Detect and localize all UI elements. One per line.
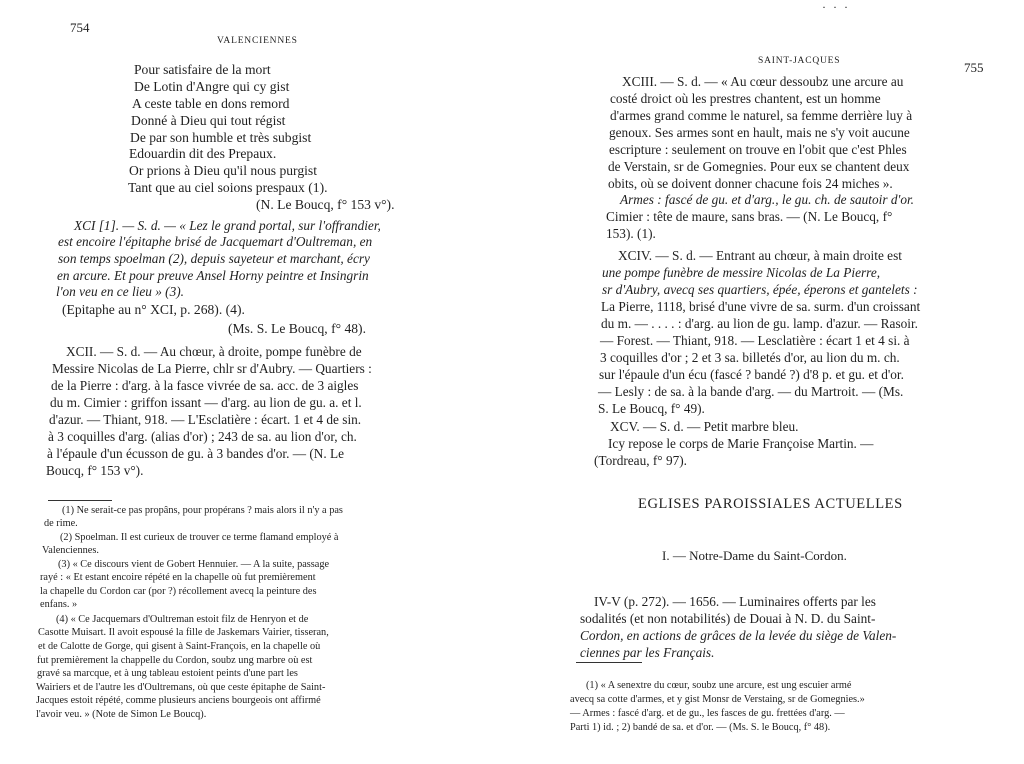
footnote-line: Parti 1) id. ; 2) bandé de sa. et d'or. — (Ms. S. le Boucq, f° 48). [570,722,831,733]
entry-line: — Lesly : de sa. à la bande d'arg. — du Martroit. — (Ms. [598,384,904,399]
entry-line: d'azur. — Thiant, 918. — L'Esclatière : écart. 1 et 4 de sin. [49,412,362,427]
poem-line: Edouardin dit des Prepaux. [129,146,277,161]
footnote-line: la chapelle du Cordon car (por ?) récollement avecq la peinture des [40,586,317,597]
entry-line: XCI [1]. — S. d. — « Lez le grand portal, sur l'offrandier, [74,218,381,233]
entry-line: à 3 coquilles d'arg. (alias d'or) ; 243 de sa. au lion d'or, ch. [48,429,357,444]
entry-line: Cordon, en actions de grâces de la levée du siège de Valen- [580,628,897,643]
entry-line: 153). (1). [606,226,656,241]
entry-line: est encoire l'épitaphe brisé de Jacquemart d'Oultreman, en [58,234,373,249]
entry-line: obits, où se doivent donner chacune fois 24 miches ». [608,176,893,191]
entry-line: de la Pierre : d'arg. à la fasce vivrée de sa. acc. de 3 aigles [51,378,359,393]
entry-line: en arcure. Et pour preuve Ansel Horny peintre et Insingrin [57,268,369,283]
right-running-head: SAINT-JACQUES [758,56,841,66]
footnote-line: Wairiers et de l'autre les d'Oultremans, où que ceste épitaphe de Saint- [36,682,326,693]
footnote-line: Casotte Muisart. Il avoit espousé la fille de Jaskemars Vairier, tisseran, [38,627,329,638]
entry-line: d'armes grand comme le naturel, sa femme derrière luy à [610,108,913,123]
poem-line: Pour satisfaire de la mort [134,62,271,77]
entry-line: costé droict où les prestres chantent, est un homme [610,91,881,106]
entry-line: à l'épaule d'un écusson de gu. à 3 bandes d'or. — (N. Le [47,446,345,461]
poem-line: Or prions à Dieu qu'il nous purgist [129,163,317,178]
poem-line: A ceste table en dons remord [132,96,290,111]
footnote-line: Jacques estoit répété, comme plusieurs anciens bourgeois ont affirmé [36,695,321,706]
subsection-title: I. — Notre-Dame du Saint-Cordon. [662,548,847,563]
footnote-line: gravé sa marcque, et à ung tableau estoient peints d'une part les [37,668,298,679]
footnote-line: de rime. [44,518,78,529]
entry-line: du m. — . . . . : d'arg. au lion de gu. lamp. d'azur. — Rasoir. [601,316,918,331]
entry-line: une pompe funèbre de messire Nicolas de La Pierre, [602,265,881,280]
entry-line: XCII. — S. d. — Au chœur, à droite, pompe funèbre de [66,344,362,359]
poem-line: Tant que au ciel soions prespaux (1). [128,180,328,195]
entry-line: de Verstain, sr de Gomegnies. Pour eux se chantent deux [608,159,910,174]
footnote-line: — Armes : fascé d'arg. et de gu., les fasces de gu. frettées d'arg. — [570,708,845,719]
poem-line: Donné à Dieu qui tout régist [131,113,286,128]
entry-ref: (Epitaphe au n° XCI, p. 268). (4). [62,302,245,317]
footnote-line: Valenciennes. [42,545,99,556]
entry-source: (Ms. S. Le Boucq, f° 48). [228,321,366,336]
scan-specks: · · · [822,0,850,14]
footnote-line: (3) « Ce discours vient de Gobert Hennuier. — A la suite, passage [58,559,330,570]
entry-line: Icy repose le corps de Marie Françoise Martin. — [608,436,874,451]
entry-line: S. Le Boucq, f° 49). [598,401,705,416]
entry-line: XCIV. — S. d. — Entrant au chœur, à main droite est [618,248,902,263]
entry-line: Armes : fascé de gu. et d'arg., le gu. ch. de sautoir d'or. [620,192,914,207]
poem-line: De Lotin d'Angre qui cy gist [134,79,290,94]
entry-line: IV-V (p. 272). — 1656. — Luminaires offerts par les [594,594,876,609]
section-title: EGLISES PAROISSIALES ACTUELLES [638,496,903,512]
left-running-head: VALENCIENNES [217,36,298,46]
footnote-line: (4) « Ce Jacquemars d'Oultreman estoit filz de Henryon et de [56,614,309,625]
footnote-line: enfans. » [40,599,78,610]
footnote-line: l'avoir veu. » (Note de Simon Le Boucq). [36,709,207,720]
entry-line: sr d'Aubry, avecq ses quartiers, épée, éperons et gantelets : [602,282,918,297]
entry-line: XCV. — S. d. — Petit marbre bleu. [610,419,799,434]
entry-line: XCIII. — S. d. — « Au cœur dessoubz une arcure au [622,74,904,89]
left-page-number: 754 [70,20,90,35]
entry-line: Boucq, f° 153 v°). [46,463,144,478]
entry-line: escripture : seulement on trouve en l'obit que c'est Phles [609,142,907,157]
footnote-rule [576,662,642,663]
entry-line: 3 coquilles d'or ; 2 et 3 sa. billetés d'or, au lion du m. ch. [600,350,900,365]
footnote-line: (1) « A senextre du cœur, soubz une arcure, est ung escuier armé [586,680,852,691]
footnote-line: avecq sa cotte d'armes, et y gist Monsr de Verstaing, sr de Gomegnies.» [570,694,865,705]
poem-line: De par son humble et très subgist [130,130,312,145]
entry-line: sodalités (et non notabilités) de Douai à N. D. du Saint- [580,611,876,626]
entry-line: genoux. Ses armes sont en hault, mais ne s'y voit aucune [609,125,910,140]
right-page-number: 755 [964,60,984,75]
entry-line: Cimier : tête de maure, sans bras. — (N. Le Boucq, f° [606,209,893,224]
entry-line: ciennes par les Français. [580,645,715,660]
right-page [512,0,1024,764]
footnote-rule [48,500,112,501]
footnote-line: (2) Spoelman. Il est curieux de trouver ce terme flamand employé à [60,532,339,543]
footnote-line: (1) Ne serait-ce pas propâns, pour propérans ? mais alors il n'y a pas [62,505,343,516]
entry-line: du m. Cimier : griffon issant — d'arg. au lion de gu. a. et l. [50,395,362,410]
entry-line: Messire Nicolas de La Pierre, chlr sr d'Aubry. — Quartiers : [52,361,372,376]
entry-line: l'on veu en ce lieu » (3). [56,284,185,299]
entry-line: (Tordreau, f° 97). [594,453,687,468]
entry-line: — Forest. — Thiant, 918. — Lesclatière : écart 1 et 4 si. à [600,333,910,348]
footnote-line: et de Calotte de Gorge, qui gisent à Saint-François, en la chapelle où [38,641,321,652]
entry-line: sur l'épaule d'un écu (fascé ? bandé ?) d'8 p. et gu. et d'or. [599,367,904,382]
entry-line: son temps spoelman (2), depuis sayeteur et marchant, écry [58,251,370,266]
poem-source: (N. Le Boucq, f° 153 v°). [256,197,395,212]
entry-line: La Pierre, 1118, brisé d'une vivre de sa. surm. d'un croissant [601,299,921,314]
footnote-line: rayé : « Et estant encoire répété en la chapelle où fut premièrement [40,572,316,583]
footnote-line: fut premièrement la chappelle du Cordon, soubz ung marbre où est [37,655,313,666]
